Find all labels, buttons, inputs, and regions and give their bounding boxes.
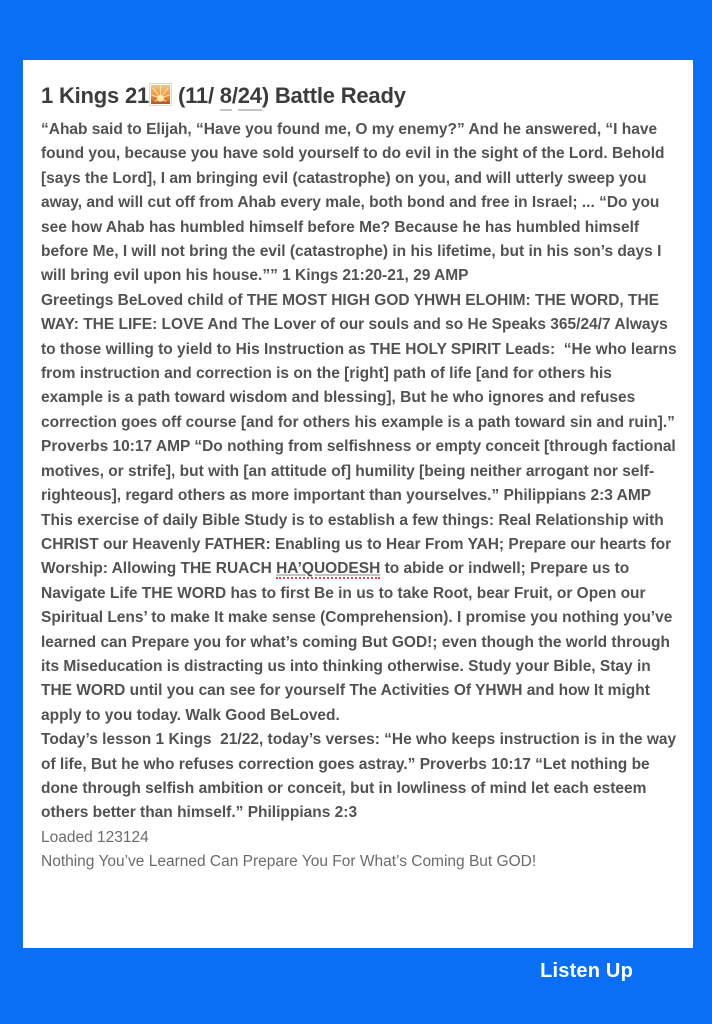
paragraph-text: Greetings BeLoved child of THE MOST HIGH GOD YHWH ELOHIM: THE WORD, THE WAY: THE LIFE: LOVE And The Lover of our souls and so He Speaks 365/24/7 Always to those willing to yield to His Instruction as THE HOLY SPIRIT Leads: “He who learns from instruction and correction is on the [right] path of life [and for others his example is a path toward wisdom and blessing], But he who ignores and refuses correction goes off course [and for others his example is a path toward sin and ruin].” Proverbs 10:17 AMP “Do nothing from selfishness or empty conceit [through factional motives, or strife], but with [an attitude of] humility [being neither arrogant nor self-righteous], regard others as more important than yourselves.” Philippians 2:3 AMP bbox=[41, 291, 681, 505]
misspelled-word: HA’QUODESH bbox=[276, 560, 381, 578]
paragraph-text: to abide or indwell; Prepare us to Navigate Life THE WORD has to first Be in us to take Root, bear Fruit, or Open our Spiritual Lens’ to make It make sense (Comprehension). I promise you nothing you’ve learned can Prepare you for what’s coming But GOD!; even though the world through its Miseducation is distracting us into thinking otherwise. Study your Bible, Stay in THE WORD until you can see for yourself The Activities Of YHWH and how It might apply to you today. Walk Good BeLoved. bbox=[41, 560, 677, 724]
paragraph-text: This exercise of daily Bible Study is to establish a few things: Real Relationship with CHRIST our Heavenly FATHER: Enabling us to Hear From YAH; Prepare our hearts for Worship: Allowing THE RUACH bbox=[41, 511, 676, 578]
title-part3: ) Battle Ready bbox=[261, 83, 406, 108]
episode-description bbox=[41, 118, 681, 826]
title-part1: 1 Kings 21 bbox=[41, 83, 150, 108]
title-date-slash: / bbox=[231, 83, 238, 108]
title-date-year: 24 bbox=[238, 83, 262, 111]
description-paragraph bbox=[41, 728, 681, 826]
loaded-label: Loaded 123124 bbox=[41, 828, 149, 846]
title-part2: (11/ bbox=[172, 83, 220, 108]
title-date-month: 8 bbox=[220, 83, 232, 111]
episode-title bbox=[41, 83, 677, 109]
paragraph-text: “Ahab said to Elijah, “Have you found me, O my enemy?” And he answered, “I have found you, because you have sold yourself to do evil in the sight of the Lord. Behold [says the Lord], I am bringing evil (catastrophe) on you, and will utterly sweep you away, and will cut off from Ahab every male, both bond and free in Israel; ... “Do you see how Ahab has humbled himself before Me? Because he has humbled himself before Me, I will not bring the evil (catastrophe) in his lifetime, but in his son’s days I will bring evil upon his house.”” 1 Kings 21:20-21, 29 AMP bbox=[41, 121, 669, 285]
paragraph-text: Today’s lesson 1 Kings 21/22, today’s verses: “He who keeps instruction is in the way of life, But he who refuses correction goes astray.” Proverbs 10:17 “Let nothing be done through selfish ambition or conceit, but in lowliness of mind let each esteem others better than himself.” Philippians 2:3 bbox=[41, 731, 681, 822]
sunrise-emoji bbox=[149, 83, 172, 106]
description-paragraph bbox=[41, 118, 677, 289]
listen-up-button[interactable]: Listen Up bbox=[540, 960, 633, 982]
episode-card bbox=[23, 60, 693, 948]
episode-tagline: Nothing You’ve Learned Can Prepare You For What’s Coming But GOD! bbox=[41, 853, 537, 871]
description-paragraph bbox=[41, 509, 677, 729]
description-paragraph bbox=[41, 289, 681, 509]
